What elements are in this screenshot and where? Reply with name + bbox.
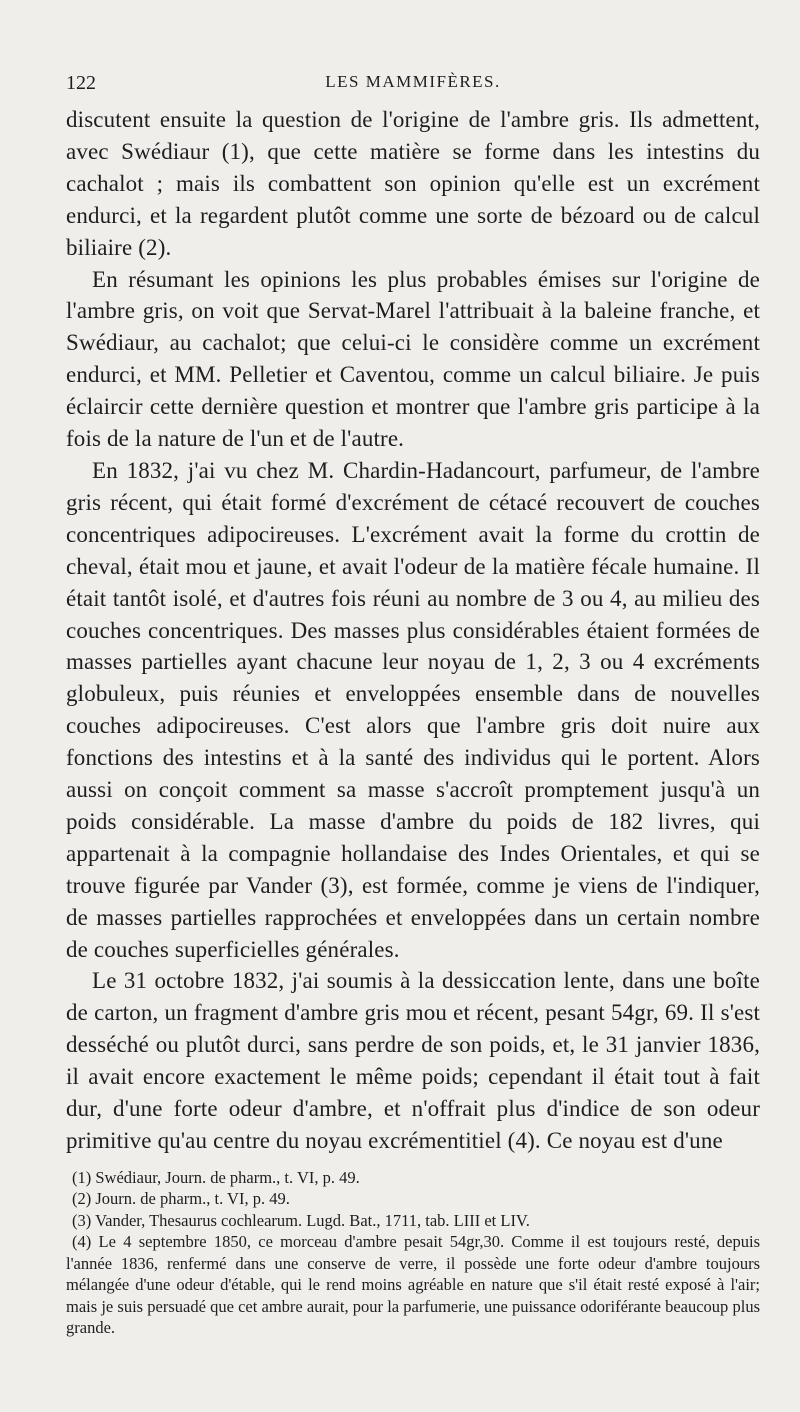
paragraph-3: En 1832, j'ai vu chez M. Chardin-Hadancourt, parfumeur, de l'ambre gris récent, qui était formé d'excrément de cétacé recouvert de couches concentriques adipocireuses. L'excrément avait la forme du crottin de cheval, était mou et jaune, et avait l'odeur de la matière fécale humaine. Il était tantôt isolé, et d'autres fois réuni au nombre de 3 ou 4, au milieu des couches concentriques. Des masses plus considérables étaient formées de masses partielles ayant chacune leur noyau de 1, 2, 3 ou 4 excréments globuleux, puis réunies et enveloppées ensemble dans de nouvelles couches adipocireuses. C'est alors que l'ambre gris doit nuire aux fonctions des intestins et à la santé des individus qui le portent. Alors aussi on conçoit comment sa masse s'accroît promptement jusqu'à un poids considérable. La masse d'ambre du poids de 182 livres, qui appartenait à la compagnie hollandaise des Indes Orientales, et qui se trouve figurée par Vander (3), est formée, comme je viens de l'indiquer, de masses partielles rapprochées et enveloppées dans un certain nombre de couches superficielles générales. [66,457,760,962]
footnote-4: (4) Le 4 septembre 1850, ce morceau d'ambre pesait 54gr,30. Comme il est toujours resté, depuis l'année 1836, renfermé dans une conserve de verre, il possède une forte odeur d'ambre toujours mélangée d'une odeur d'étable, qui le rend moins agréable en nature que s'il était resté exposé à l'air; mais je suis persuadé que cet ambre aurait, pour la parfumerie, une puissance odoriférante beaucoup plus grande. [66,1232,760,1338]
running-title: LES MAMMIFÈRES. [325,72,501,91]
paragraph-1: discutent ensuite la question de l'origine de l'ambre gris. Ils admettent, avec Swédiaur (1), que cette matière se forme dans les intestins du cachalot ; mais ils combattent son opinion qu'elle est un excrément endurci, et la regardent plutôt comme une sorte de bézoard ou de calcul biliaire (2). [66,107,760,260]
page-header [66,72,760,104]
paragraph-2: En résumant les opinions les plus probables émises sur l'origine de l'ambre gris, on voit que Servat-Marel l'attribuait à la baleine franche, et Swédiaur, au cachalot; que celui-ci le considère comme un excrément endurci, et MM. Pelletier et Caventou, comme un calcul biliaire. Je puis éclaircir cette dernière question et montrer que l'ambre gris participe à la fois de la nature de l'un et de l'autre. [66,266,760,452]
footnote-2: (2) Journ. de pharm., t. VI, p. 49. [72,1189,290,1209]
page-number: 122 [66,72,96,94]
footnotes [66,1167,760,1339]
paragraph-4: Le 31 octobre 1832, j'ai soumis à la dessiccation lente, dans une boîte de carton, un fragment d'ambre gris mou et récent, pesant 54gr, 69. Il s'est desséché ou plutôt durci, sans perdre de son poids, et, le 31 janvier 1836, il avait encore exactement le même poids; cependant il était tout à fait dur, d'une forte odeur d'ambre, et n'offrait plus d'indice de son odeur primitive qu'au centre du noyau excrémentitiel (4). Ce noyau est d'une [66,968,760,1153]
footnote-1: (1) Swédiaur, Journ. de pharm., t. VI, p. 49. [72,1167,360,1187]
footnote-3: (3) Vander, Thesaurus cochlearum. Lugd. Bat., 1711, tab. LIII et LIV. [72,1210,530,1230]
body-text [66,104,760,1157]
